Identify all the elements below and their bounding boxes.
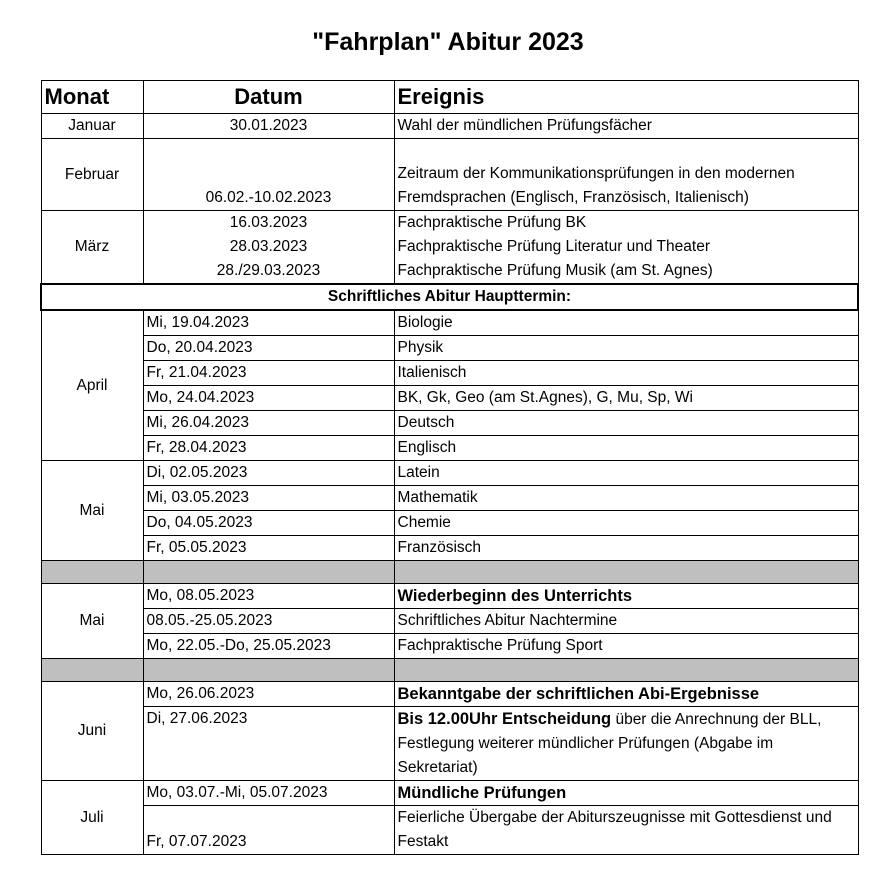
header-datum: Datum bbox=[143, 81, 394, 114]
month-cell: Mai bbox=[41, 584, 143, 659]
date-cell: Mi, 26.04.2023 bbox=[143, 411, 394, 436]
month-cell: Februar bbox=[41, 139, 143, 211]
event-cell: Chemie bbox=[394, 511, 858, 536]
table-row bbox=[41, 806, 858, 855]
event-cell: Physik bbox=[394, 336, 858, 361]
month-cell: März bbox=[41, 211, 143, 285]
banner-haupttermin: Schriftliches Abitur Haupttermin: bbox=[41, 284, 858, 310]
table-row bbox=[41, 411, 858, 436]
event-cell bbox=[394, 211, 858, 285]
header-row bbox=[41, 81, 858, 114]
table-row bbox=[41, 584, 858, 609]
date-cell: Fr, 21.04.2023 bbox=[143, 361, 394, 386]
event-text: über die Anrechnung der BLL, Festlegung weiterer mündlicher Prüfungen (Abgabe im Sekretariat) bbox=[397, 711, 822, 776]
separator-cell bbox=[143, 659, 394, 682]
table-row bbox=[41, 461, 858, 486]
date-cell: Mi, 19.04.2023 bbox=[143, 310, 394, 336]
event-cell: Bekanntgabe der schriftlichen Abi-Ergebnisse bbox=[394, 682, 858, 707]
table-row bbox=[41, 436, 858, 461]
date-cell: Fr, 07.07.2023 bbox=[143, 806, 394, 855]
table-row bbox=[41, 634, 858, 659]
event-cell: Mathematik bbox=[394, 486, 858, 511]
month-cell: April bbox=[41, 310, 143, 461]
separator-cell bbox=[394, 659, 858, 682]
separator-row bbox=[41, 561, 858, 584]
separator-cell bbox=[41, 561, 143, 584]
event-line: Zeitraum der Kommunikationsprüfungen in den modernen bbox=[397, 165, 795, 182]
event-cell: Englisch bbox=[394, 436, 858, 461]
table-row bbox=[41, 139, 858, 211]
date-cell: Do, 20.04.2023 bbox=[143, 336, 394, 361]
event-cell: Deutsch bbox=[394, 411, 858, 436]
date-cell: Do, 04.05.2023 bbox=[143, 511, 394, 536]
event-cell: Schriftliches Abitur Nachtermine bbox=[394, 609, 858, 634]
date-line: 28./29.03.2023 bbox=[216, 262, 321, 279]
month-cell: Mai bbox=[41, 461, 143, 561]
event-line: Fachpraktische Prüfung BK bbox=[397, 214, 587, 231]
banner-row bbox=[41, 284, 858, 310]
separator-row bbox=[41, 659, 858, 682]
event-bold-text: Bis 12.00Uhr Entscheidung bbox=[397, 710, 612, 728]
event-cell: Französisch bbox=[394, 536, 858, 561]
date-cell: Di, 27.06.2023 bbox=[143, 707, 394, 781]
table-row bbox=[41, 511, 858, 536]
date-cell: Mo, 03.07.-Mi, 05.07.2023 bbox=[143, 781, 394, 806]
separator-cell bbox=[143, 561, 394, 584]
month-cell: Januar bbox=[41, 114, 143, 139]
date-cell: Mi, 03.05.2023 bbox=[143, 486, 394, 511]
separator-cell bbox=[41, 659, 143, 682]
table-row bbox=[41, 682, 858, 707]
month-cell: Juni bbox=[41, 682, 143, 781]
date-cell: 08.05.-25.05.2023 bbox=[143, 609, 394, 634]
date-cell: 30.01.2023 bbox=[143, 114, 394, 139]
event-line: Fremdsprachen (Englisch, Französisch, Italienisch) bbox=[397, 189, 749, 206]
date-cell: Mo, 08.05.2023 bbox=[143, 584, 394, 609]
event-cell: Wiederbeginn des Unterrichts bbox=[394, 584, 858, 609]
table-row bbox=[41, 486, 858, 511]
page-title: "Fahrplan" Abitur 2023 bbox=[312, 28, 584, 56]
date-cell: Fr, 28.04.2023 bbox=[143, 436, 394, 461]
event-line: Fachpraktische Prüfung Literatur und Theater bbox=[397, 238, 710, 255]
date-cell bbox=[143, 211, 394, 285]
table-row bbox=[41, 114, 858, 139]
date-cell: 06.02.-10.02.2023 bbox=[143, 139, 394, 211]
header-monat: Monat bbox=[41, 81, 143, 114]
event-cell bbox=[394, 707, 858, 781]
event-cell: Biologie bbox=[394, 310, 858, 336]
separator-cell bbox=[394, 561, 858, 584]
date-cell: Fr, 05.05.2023 bbox=[143, 536, 394, 561]
date-cell: Mo, 22.05.-Do, 25.05.2023 bbox=[143, 634, 394, 659]
table-row bbox=[41, 361, 858, 386]
event-cell: BK, Gk, Geo (am St.Agnes), G, Mu, Sp, Wi bbox=[394, 386, 858, 411]
event-cell: Mündliche Prüfungen bbox=[394, 781, 858, 806]
table-row bbox=[41, 609, 858, 634]
table-row bbox=[41, 707, 858, 781]
table-row bbox=[41, 336, 858, 361]
table-row bbox=[41, 781, 858, 806]
date-cell: Mo, 26.06.2023 bbox=[143, 682, 394, 707]
event-cell: Italienisch bbox=[394, 361, 858, 386]
table-row bbox=[41, 536, 858, 561]
event-cell: Latein bbox=[394, 461, 858, 486]
header-ereignis: Ereignis bbox=[394, 81, 858, 114]
event-cell: Feierliche Übergabe der Abiturszeugnisse mit Gottesdienst und Festakt bbox=[394, 806, 858, 855]
event-line: Fachpraktische Prüfung Musik (am St. Agnes) bbox=[397, 262, 713, 279]
month-cell: Juli bbox=[41, 781, 143, 855]
date-line: 16.03.2023 bbox=[229, 214, 308, 231]
event-cell: Wahl der mündlichen Prüfungsfächer bbox=[394, 114, 858, 139]
date-cell: Mo, 24.04.2023 bbox=[143, 386, 394, 411]
table-row bbox=[41, 310, 858, 336]
schedule-table bbox=[40, 80, 859, 855]
event-cell bbox=[394, 139, 858, 211]
event-cell: Fachpraktische Prüfung Sport bbox=[394, 634, 858, 659]
date-line: 28.03.2023 bbox=[229, 238, 308, 255]
date-cell: Di, 02.05.2023 bbox=[143, 461, 394, 486]
table-row bbox=[41, 211, 858, 285]
table-row bbox=[41, 386, 858, 411]
